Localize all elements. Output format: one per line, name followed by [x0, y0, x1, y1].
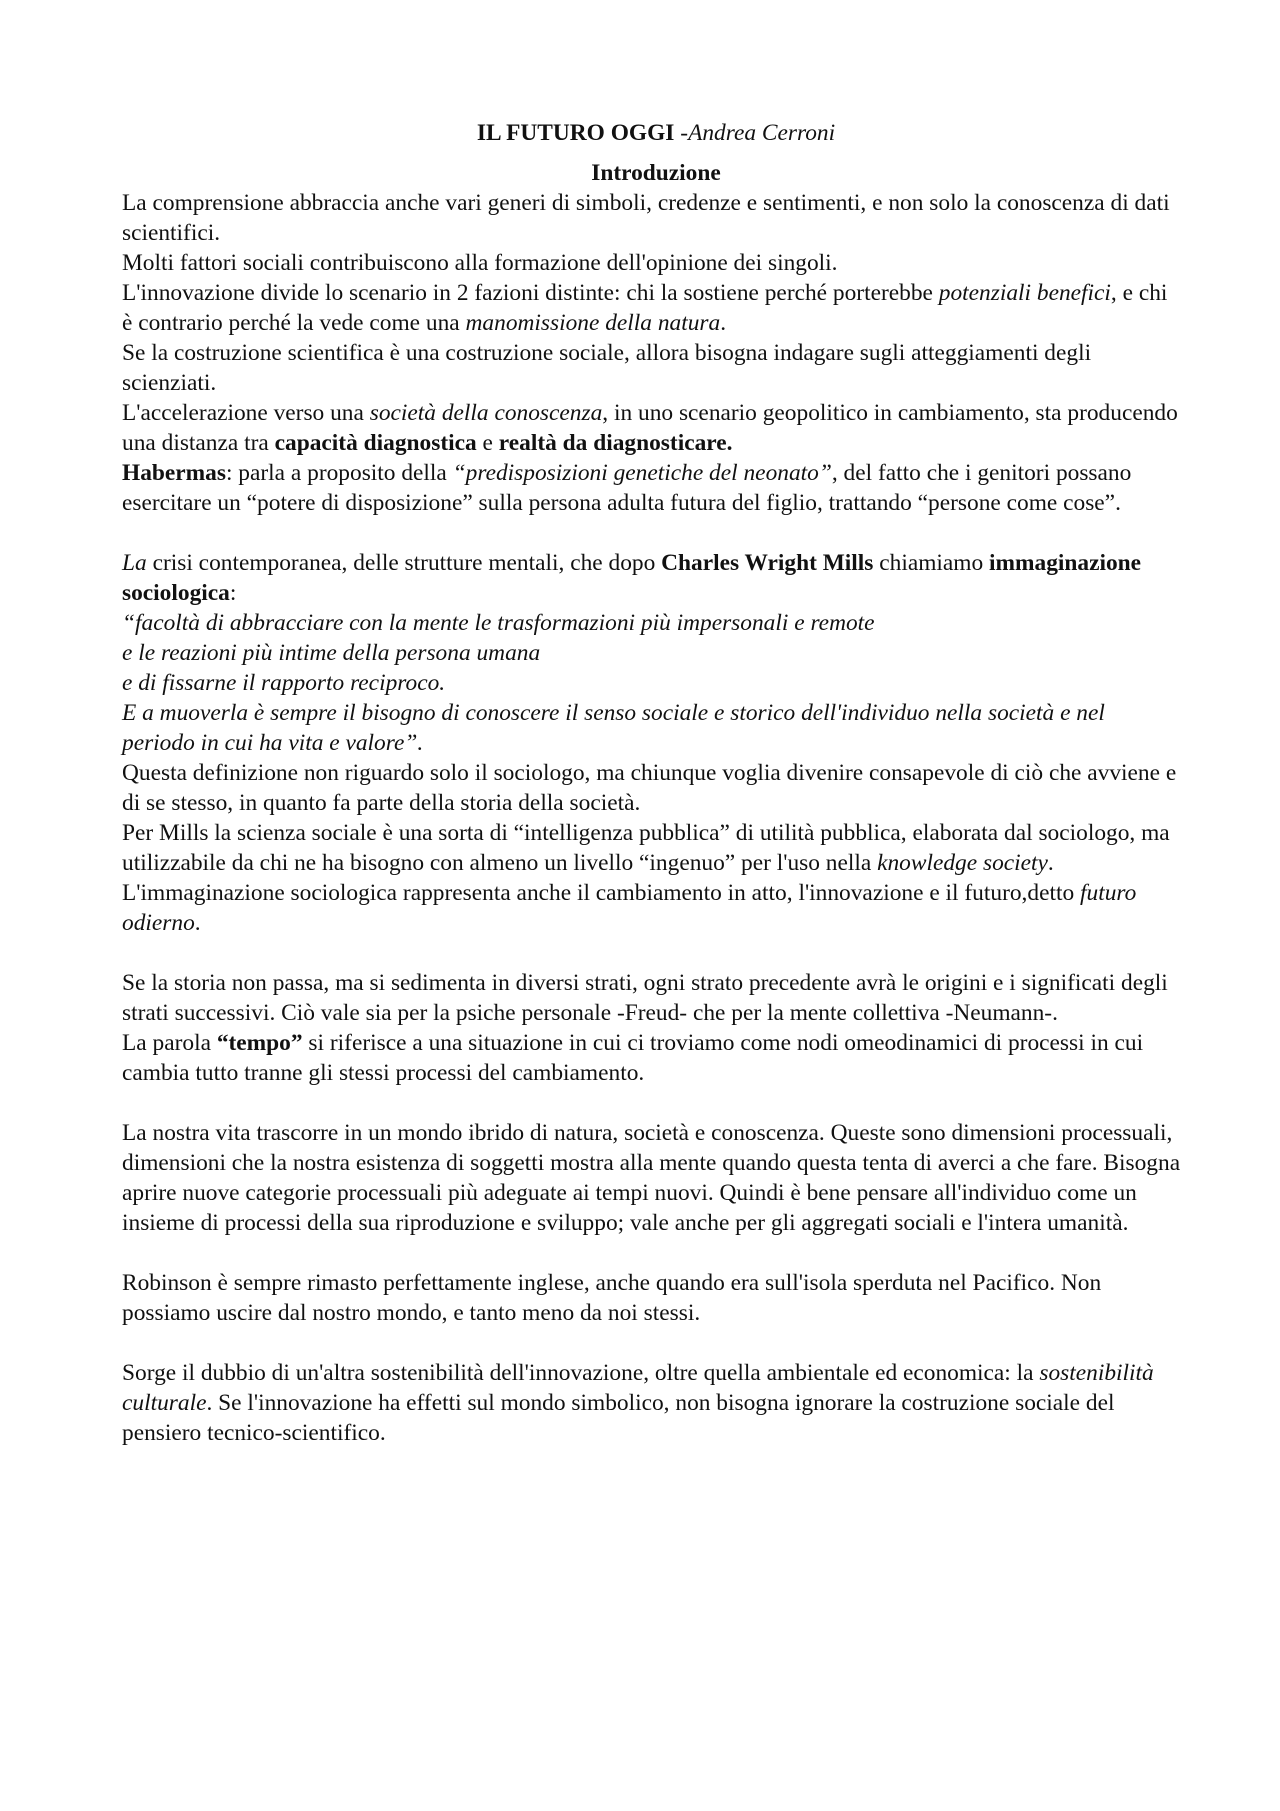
- paragraph-gap: [122, 518, 1182, 548]
- emphasis-text: futuro odierno: [122, 880, 1137, 936]
- bold-text: immaginazione sociologica: [122, 550, 1142, 606]
- text-run: .: [194, 910, 201, 936]
- emphasis-text: società della conoscenza: [369, 400, 603, 426]
- text-run: . Se l'innovazione ha effetti sul mondo simbolico, non bisogna ignorare la costruzione sociale del pensiero tecnico-scientifico.: [122, 1390, 1115, 1446]
- text-run: Per Mills la scienza sociale è una sorta di “intelligenza pubblica” di utilità pubblica, elaborata dal sociologo, ma utilizzabile da chi ne ha bisogno con almeno un livello “ingenuo” per l'uso nella: [122, 820, 1170, 876]
- text-run: L'innovazione divide lo scenario in 2 fazioni distinte: chi la sostiene perché porterebbe: [122, 280, 939, 306]
- section-heading: [122, 158, 1182, 188]
- paragraph-gap: [122, 1328, 1182, 1358]
- paragraph-gap: [122, 938, 1182, 968]
- title-author: Andrea Cerroni: [688, 120, 836, 146]
- text-run: Sorge il dubbio di un'altra sostenibilità dell'innovazione, oltre quella ambientale ed economica: la: [122, 1360, 1040, 1386]
- paragraph: [122, 878, 1182, 938]
- paragraph: La comprensione abbraccia anche vari generi di simboli, credenze e sentimenti, e non solo la conoscenza di dati scientifici.: [122, 190, 1170, 246]
- paragraph: [122, 548, 1182, 608]
- bold-text: Charles Wright Mills: [661, 550, 874, 576]
- paragraph-gap: [122, 1088, 1182, 1118]
- text-run: L'accelerazione verso una: [122, 400, 370, 426]
- paragraph: Robinson è sempre rimasto perfettamente inglese, anche quando era sull'isola sperduta nel Pacifico. Non possiamo uscire dal nostro mondo, e tanto meno da noi stessi.: [122, 1270, 1102, 1326]
- paragraph: [122, 458, 1182, 518]
- text-run: .: [720, 310, 727, 336]
- document-title: [122, 118, 1182, 148]
- text-run: e: [476, 430, 499, 456]
- emphasis-text: potenziali benefici: [938, 280, 1111, 306]
- paragraph: [122, 818, 1182, 878]
- quote-line: [122, 608, 1182, 638]
- text-run: , in uno scenario geopolitico in cambiamento, sta producendo una distanza tra: [122, 400, 1178, 456]
- text-run: , e chi è contrario perché la vede come una: [122, 280, 1168, 336]
- text-run: .: [1047, 850, 1054, 876]
- paragraph: [122, 1028, 1182, 1088]
- quote-text: e di fissarne il rapporto reciproco.: [122, 670, 446, 696]
- text-run: crisi contemporanea, delle strutture mentali, che dopo: [146, 550, 662, 576]
- paragraph: Se la storia non passa, ma si sedimenta in diversi strati, ogni strato precedente avrà le origini e i significati degli strati successivi. Ciò vale sia per la psiche personale -Freud- che per la mente collettiva -Neumann-.: [122, 970, 1168, 1026]
- quote-text: e le reazioni più intime della persona umana: [122, 640, 541, 666]
- paragraph: [122, 1358, 1182, 1448]
- quote-line: [122, 638, 1182, 668]
- text-run: chiamiamo: [873, 550, 990, 576]
- bold-text: “tempo”: [216, 1030, 303, 1056]
- paragraph-gap: [122, 1238, 1182, 1268]
- text-run: :: [229, 580, 237, 606]
- paragraph: Molti fattori sociali contribuiscono alla formazione dell'opinione dei singoli.: [122, 250, 838, 276]
- paragraph: [122, 278, 1182, 338]
- paragraph: Se la costruzione scientifica è una costruzione sociale, allora bisogna indagare sugli atteggiamenti degli scienziati.: [122, 340, 1092, 396]
- text-run: L'immaginazione sociologica rappresenta anche il cambiamento in atto, l'innovazione e il futuro,detto: [122, 880, 1081, 906]
- quote-text: E a muoverla è sempre il bisogno di conoscere il senso sociale e storico dell'individuo nella società e nel periodo in cui ha vita e valore”.: [122, 700, 1105, 756]
- title-main: IL FUTURO OGGI: [476, 120, 675, 146]
- paragraph: [122, 398, 1182, 458]
- bold-text: capacità diagnostica: [274, 430, 477, 456]
- quote-line: [122, 668, 1182, 698]
- emphasis-text: sostenibilità culturale: [122, 1360, 1154, 1416]
- paragraph: La nostra vita trascorre in un mondo ibrido di natura, società e conoscenza. Queste sono dimensioni processuali, dimensioni che la nostra esistenza di soggetti mostra alla mente quando questa tenta di averci a che fare. Bisogna aprire nuove categorie processuali più adeguate ai tempi nuovi. Quindi è bene pensare all'individuo come un insieme di processi della sua riproduzione e sviluppo; vale anche per gli aggregati sociali e l'intera umanità.: [122, 1120, 1181, 1236]
- emphasis-text: La: [122, 550, 147, 576]
- text-run: La parola: [122, 1030, 217, 1056]
- title-separator: -: [674, 120, 689, 146]
- emphasis-text: manomissione della natura: [465, 310, 721, 336]
- emphasis-text: “predisposizioni genetiche del neonato”: [452, 460, 832, 486]
- paragraph: Questa definizione non riguardo solo il sociologo, ma chiunque voglia divenire consapevole di ciò che avviene e di se stesso, in quanto fa parte della storia della società.: [122, 760, 1177, 816]
- bold-text: realtà da diagnosticare.: [498, 430, 733, 456]
- section-heading-text: Introduzione: [591, 160, 721, 186]
- bold-text: Habermas: [122, 460, 226, 486]
- text-run: si riferisce a una situazione in cui ci troviamo come nodi omeodinamici di processi in cui cambia tutto tranne gli stessi processi del cambiamento.: [122, 1030, 1144, 1086]
- quote-line: [122, 698, 1182, 758]
- document-body: [122, 118, 1182, 1448]
- text-run: : parla a proposito della: [225, 460, 453, 486]
- emphasis-text: knowledge society: [877, 850, 1048, 876]
- text-run: , del fatto che i genitori possano esercitare un “potere di disposizione” sulla persona adulta futura del figlio, trattando “persone come cose”.: [122, 460, 1132, 516]
- quote-text: “facoltà di abbracciare con la mente le trasformazioni più impersonali e remote: [122, 610, 875, 636]
